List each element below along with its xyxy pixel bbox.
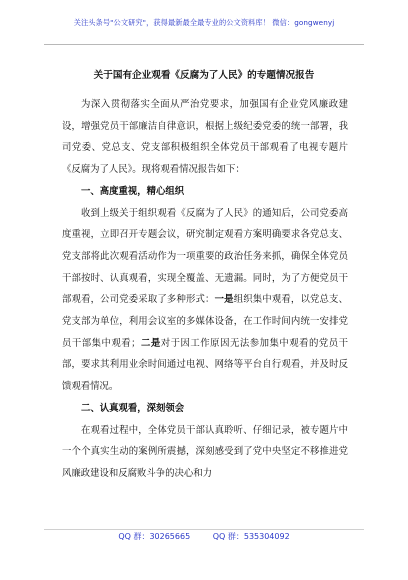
qq-group-2: QQ 群：535304092: [212, 532, 290, 541]
header-divider: [44, 44, 364, 45]
qq-group-1: QQ 群：30265665: [118, 532, 191, 541]
point-2-text: 对于因工作原因无法参加集中观看的党员干部，要求其利用业余时间通过电视、网络等平台自行观看，并及时反馈观看情况。: [62, 337, 348, 393]
point-2-label: 二是: [140, 337, 161, 349]
section-1-paragraph: [62, 203, 348, 398]
section-1-text: 收到上级关于组织观看《反腐为了人民》的通知后，公司党委高度重视，立即召开专题会议，研究制定观看方案明确要求各党总支、党支部将此次观看活动作为一项重要的政治任务来抓，确保全体党员干部按时、认真观看，实现全覆盖、无遗漏。同时，为了方便党员干部观看，公司党委采取了多种形式：: [62, 207, 348, 306]
intro-paragraph: 为深入贯彻落实全面从严治党要求，加强国有企业党风廉政建设，增强党员干部廉洁自律意识，根据上级纪委党委的统一部署，我司党委、党总支、党支部积极组织全体党员干部观看了电视专题片《反腐为了人民》。现将观看情况报告如下：: [62, 99, 348, 176]
section-1-heading: 一、高度重视，精心组织: [81, 185, 185, 197]
header-notice: 关注头条号"公文研究"，获得最新最全最专业的公文资料库！ 微信：gongwenyj: [73, 18, 335, 27]
footer-contacts: [0, 531, 408, 542]
document-title: 关于国有企业观看《反腐为了人民》的专题情况报告: [93, 70, 315, 81]
point-1-text: 组织集中观看，以党总支、党支部为单位，利用会议室的多媒体设备，在工作时间内统一安排党员干部集中观看；: [62, 294, 348, 349]
point-1-label: 一是: [214, 294, 234, 306]
document-body: [62, 94, 348, 485]
section-2-paragraph: 在观看过程中，全体党员干部认真聆听、仔细记录，被专题片中一个个真实生动的案例所震撼，深刻感受到了党中央坚定不移推进党风廉政建设和反腐败斗争的决心和力: [62, 424, 348, 479]
footer-divider: [44, 529, 364, 530]
section-2-heading: 二、认真观看，深刻领会: [81, 402, 185, 414]
